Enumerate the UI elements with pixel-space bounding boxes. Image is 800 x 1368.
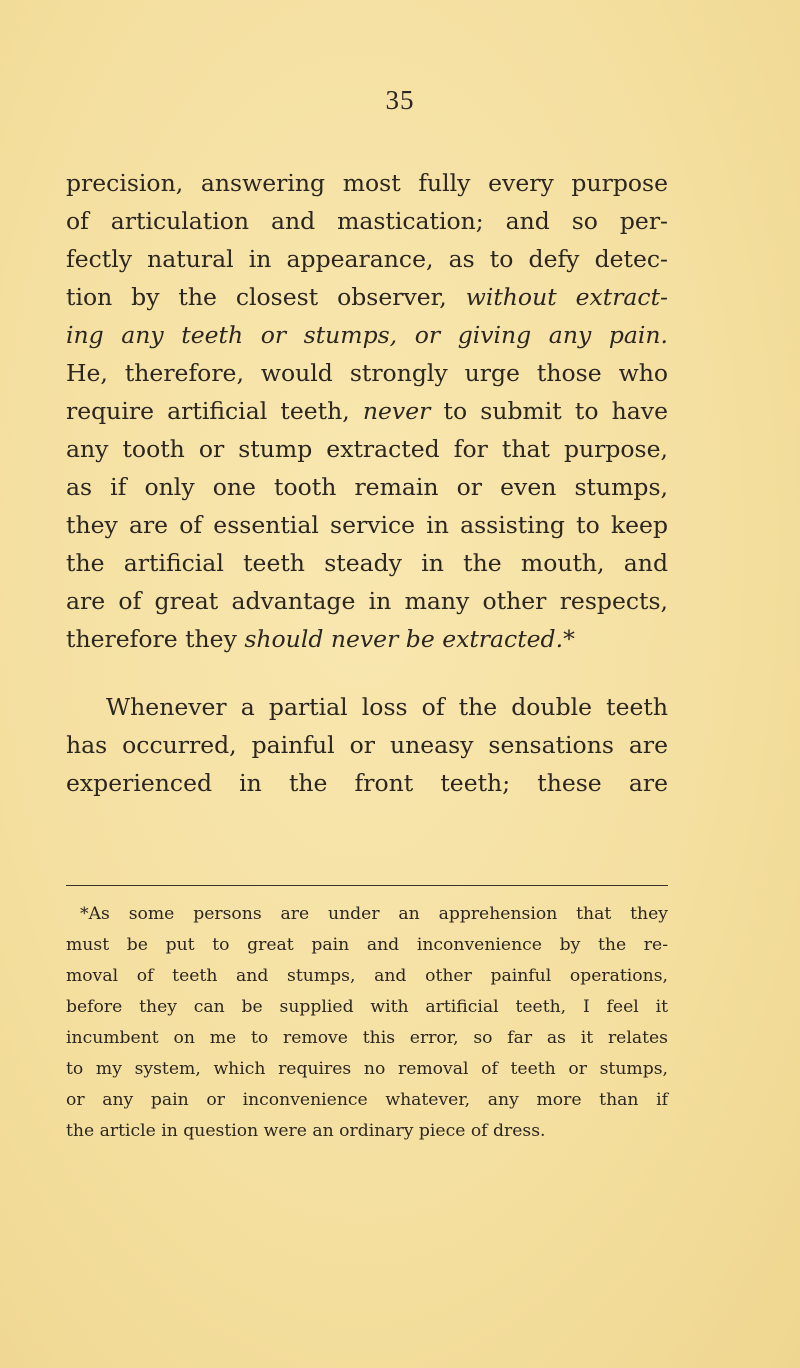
body-line [66, 282, 668, 312]
body-line [66, 624, 668, 654]
body-line: fectly natural in appearance, as to defy detec- [66, 245, 668, 273]
footnote-line: incumbent on me to remove this error, so far as it relates [66, 1028, 668, 1048]
body-line: of articulation and mastication; and so per- [66, 207, 668, 235]
emphasis-text: without extract- [465, 283, 668, 311]
page-number: 35 [385, 85, 415, 115]
footnote-line: *As some persons are under an apprehension that they [80, 904, 668, 924]
body-line [66, 396, 668, 426]
emphasis-text: should never be extracted.* [244, 625, 575, 653]
body-line: precision, answering most fully every purpose [66, 169, 668, 197]
footnote-line: must be put to great pain and inconvenience by the re- [66, 935, 668, 955]
body-line: has occurred, painful or uneasy sensations are [66, 731, 668, 759]
body-line: are of great advantage in many other respects, [66, 587, 668, 615]
body-line: Whenever a partial loss of the double teeth [106, 693, 668, 721]
footnote-line: before they can be supplied with artificial teeth, I feel it [66, 997, 668, 1017]
body-text-span: tion by the closest observer, [66, 283, 447, 311]
body-line: any tooth or stump extracted for that purpose, [66, 435, 668, 463]
body-line: they are of essential service in assisting to keep [66, 511, 668, 539]
body-line: He, therefore, would strongly urge those who [66, 359, 668, 387]
body-line [66, 320, 668, 350]
footnote-divider [66, 885, 668, 886]
emphasis-text: never [362, 397, 431, 425]
footnote-line: the article in question were an ordinary piece of dress. [66, 1121, 546, 1141]
body-line: experienced in the front teeth; these are [66, 769, 668, 797]
body-line: as if only one tooth remain or even stumps, [66, 473, 668, 501]
footnote-line: to my system, which requires no removal of teeth or stumps, [66, 1059, 668, 1079]
emphasis-text: ing any teeth or stumps, or giving any pain. [66, 321, 668, 349]
body-line: the artificial teeth steady in the mouth, and [66, 549, 668, 577]
body-text-span: therefore they [66, 625, 237, 653]
footnote-line: moval of teeth and stumps, and other painful operations, [66, 966, 668, 986]
body-text-span: require artificial teeth, [66, 397, 350, 425]
footnote-line: or any pain or inconvenience whatever, any more than if [66, 1090, 668, 1110]
body-text-span: to submit to have [443, 397, 668, 425]
